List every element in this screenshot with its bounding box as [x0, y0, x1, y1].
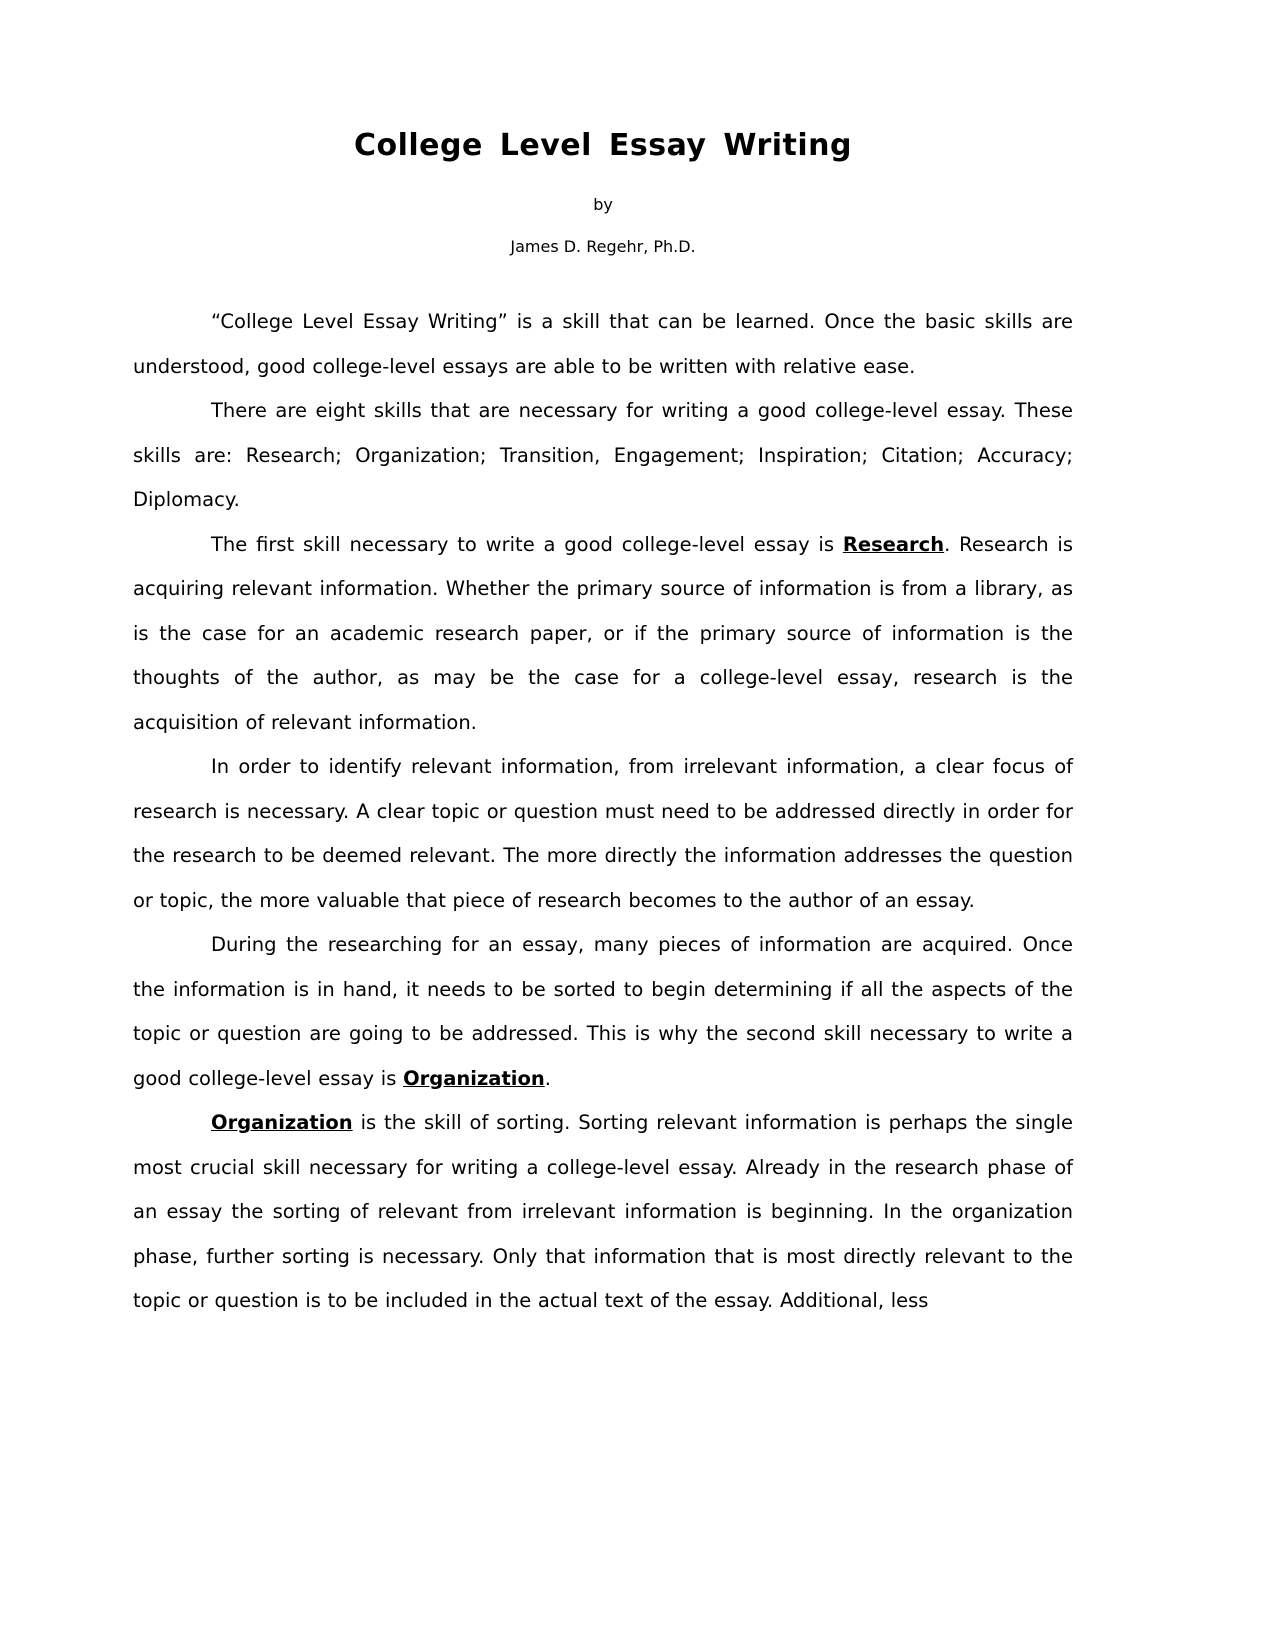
term-organization-lead: Organization: [211, 1111, 353, 1135]
paragraph-5-text-after: .: [544, 1066, 551, 1090]
paragraph-5: [133, 923, 1073, 1101]
paragraph-1: “College Level Essay Writing” is a skill that can be learned. Once the basic skills are understood, good college-level essays are able to be written with relative ease.: [133, 310, 1073, 378]
paragraph-6: [133, 1101, 1073, 1324]
page-title: College Level Essay Writing: [353, 128, 853, 163]
document-body: [133, 300, 1073, 1324]
paragraph-3-text-before: The first skill necessary to write a good college-level essay is: [211, 532, 843, 556]
paragraph-6-text-after: is the skill of sorting. Sorting relevant information is perhaps the single most crucial skill necessary for writing a college-level essay. Already in the research phase of an essay the sorting of relevant from irrelevant information is beginning. In the organization phase, further sorting is necessary. Only that information that is most directly relevant to the topic or question is to be included in the actual text of the essay. Additional, less: [133, 1111, 1073, 1313]
term-research: Research: [842, 532, 945, 556]
paragraph-3: [133, 523, 1073, 746]
paragraph-4: In order to identify relevant information, from irrelevant information, a clear focus of research is necessary. A clear topic or question must need to be addressed directly in order for the research to be deemed relevant. The more directly the information addresses the question or topic, the more valuable that piece of research becomes to the author of an essay.: [133, 755, 1073, 912]
paragraph-3-text-after: . Research is acquiring relevant information. Whether the primary source of information is from a library, as is the case for an academic research paper, or if the primary source of information is the thoughts of the author, as may be the case for a college-level essay, research is the acquisition of relevant information.: [133, 532, 1073, 734]
term-organization-inline: Organization: [403, 1066, 545, 1090]
byline-label: by: [593, 195, 613, 214]
paragraph-5-text-before: During the researching for an essay, many pieces of information are acquired. Once the information is in hand, it needs to be sorted to begin determining if all the aspects of the topic or question are going to be addressed. This is why the second skill necessary to write a good college-level essay is: [133, 933, 1073, 1090]
document-content: [133, 128, 1073, 1324]
author-name: James D. Regehr, Ph.D.: [510, 237, 696, 257]
paragraph-2: There are eight skills that are necessary for writing a good college-level essay. These skills are: Research; Organization; Transition, Engagement; Inspiration; Citation; Accuracy; Diplomacy.: [133, 399, 1073, 512]
